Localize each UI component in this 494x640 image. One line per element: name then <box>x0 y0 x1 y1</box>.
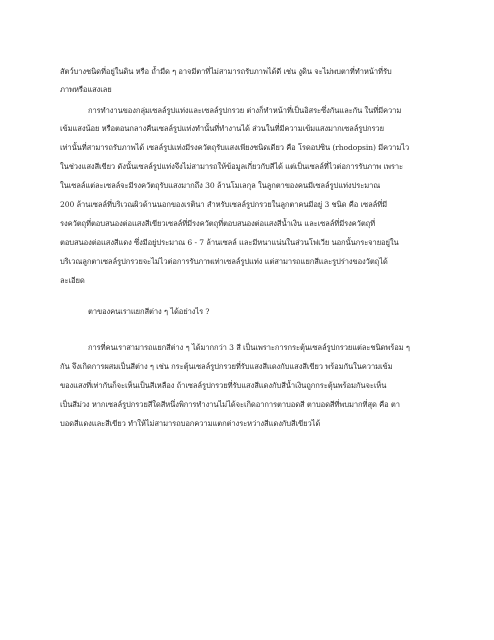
paragraph-2-line-3: เท่านั้นที่สามารถรับภาพได้ เซลล์รูปแท่งมีรงควัตถุรับแสงเพียงชนิดเดียว คือ โรดอปซิน (rhodopsin) มีความไว <box>60 143 410 152</box>
paragraph-2-line-2: เข้มแสงน้อย หรือตอนกลางคืนเซลล์รูปแท่งทำนั้นที่ทำงานได้ ส่วนในที่มีความเข้มแสงมากเซลล์รูปกรวย <box>60 124 384 133</box>
paragraph-2-line-8: ตอบสนองต่อแสงสีแดง ซึ่งมีอยู่ประมาณ 6 - 7 ล้านเซลล์ และมีหนาแน่นในส่วนโฟเวีย นอกนั้นกระจายอยู่ใน <box>60 238 399 247</box>
paragraph-2-line-6: 200 ล้านเซลล์ที่บริเวณผิวด้านนอกของเรตินา สำหรับเซลล์รูปกรวยในลูกตาคนมีอยู่ 3 ชนิด คือ เซลล์ที่มี <box>60 200 388 209</box>
section-heading: ตาของคนเราแยกสีต่าง ๆ ได้อย่างไร ? <box>88 307 210 316</box>
paragraph-3-line-5: บอดสีแดงและสีเขียว ทำให้ไม่สามารถบอกความแตกต่างระหว่างสีแดงกับสีเขียวได้ <box>60 419 321 428</box>
paragraph-2-line-4: ในช่วงแสงสีเขียว ดังนั้นเซลล์รูปแท่งจึงไม่สามารถให้ข้อมูลเกี่ยวกับสีได้ แต่เป็นเซลล์ที่ไวต่อการรับภาพ เพราะ <box>60 162 403 171</box>
paragraph-2-line-10: ละเอียด <box>60 276 85 285</box>
paragraph-3-line-3: ของแสงที่เท่ากันก็จะเห็นเป็นสีเหลือง ถ้าเซลล์รูปกรวยที่รับแสงสีแดงกับสีน้ำเงินถูกกระตุ้นพร้อมกันจะเห็น <box>60 381 387 390</box>
paragraph-3-line-2: กัน จึงเกิดการผสมเป็นสีต่าง ๆ เช่น กระตุ้นเซลล์รูปกรวยที่รับแสงสีแดงกับแสงสีเขียว พร้อมกันในความเข้ม <box>60 362 393 371</box>
paragraph-1-line-2: ภาพหรือแสงเลย <box>60 85 112 94</box>
paragraph-3-line-4: เป็นสีม่วง หากเซลล์รูปกรวยสีใดสีหนึ่งพิการทำงานไม่ได้จะเกิดอาการตาบอดสี ตาบอดสีที่พบมากที่สุด คือ ตา <box>60 400 400 409</box>
paragraph-2-line-9: บริเวณลูกตาเซลล์รูปกรวยจะไม่ไวต่อการรับภาพเท่าเซลล์รูปแท่ง แต่สามารถแยกสีและรูปร่างของวัตถุได้ <box>60 257 388 266</box>
paragraph-2-line-1: การทำงานของกลุ่มเซลล์รูปแท่งและเซลล์รูปกรวย ต่างก็ทำหน้าที่เป็นอิสระซึ่งกันและกัน ในที่มีความ <box>88 106 402 115</box>
paragraph-3-line-1: การที่คนเราสามารถแยกสีต่าง ๆ ได้มากกว่า 3 สี เป็นเพราะการกระตุ้นเซลล์รูปกรวยแต่ละชนิดพร้อม ๆ <box>88 343 410 352</box>
paragraph-2-line-7: รงควัตถุที่ตอบสนองต่อแสงสีเขียวเซลล์ที่มีรงควัตถุที่ตอบสนองต่อแสงสีน้ำเงิน และเซลล์ที่มีรงควัตถุที่ <box>60 219 376 228</box>
paragraph-2-line-5: ในเซลล์แต่ละเซลล์จะมีรงควัตถุรับแสงมากถึง 30 ล้านโมเลกุล ในลูกตาของคนมีเซลล์รูปแท่งประมาณ <box>60 181 381 190</box>
paragraph-1-line-1: สัตว์บางชนิดที่อยู่ในดิน หรือ ถ้ำมืด ๆ อาจมีตาที่ไม่สามารถรับภาพได้ดี เช่น งูดิน จะไม่พบตาที่ทำหน้าที่รับ <box>60 67 392 76</box>
